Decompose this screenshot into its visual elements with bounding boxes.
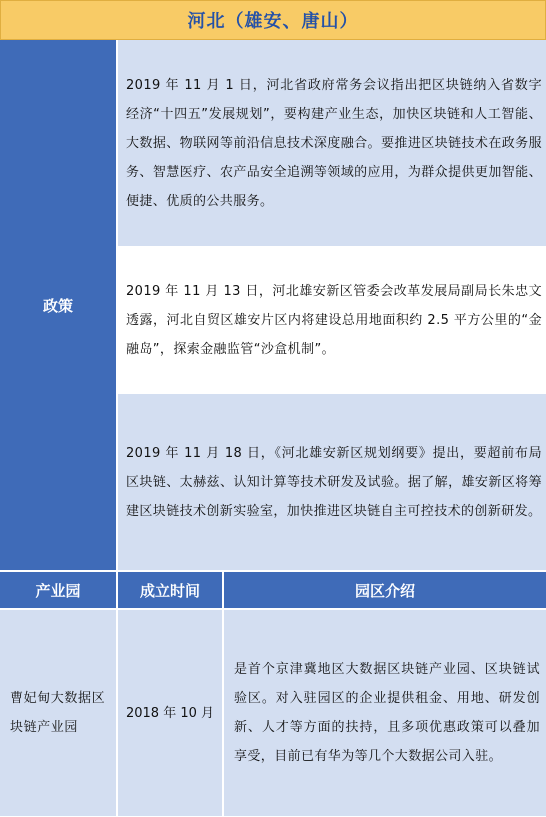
policy-item-text: 2019 年 11 月 1 日，河北省政府常务会议指出把区块链纳入省数字经济“十四五”发展规划”，要构建产业生态，加快区块链和人工智能、大数据、物联网等前沿信息技术深度融合。要推进区块链技术在政务服务、智慧医疗、农产品安全追溯等领域的应用，为群众提供更加智能、便捷、优质的公共服务。 bbox=[126, 77, 542, 209]
policy-item-text: 2019 年 11 月 18 日，《河北雄安新区规划纲要》提出，要超前布局区块链、太赫兹、认知计算等技术研发及试验。据了解，雄安新区将筹建区块链技术创新实验室，加快推进区块链自主可控技术的创新研发。 bbox=[126, 445, 542, 519]
header-established: 成立时间 bbox=[118, 572, 222, 608]
policy-item-2 bbox=[118, 248, 546, 392]
established-cell: 2018 年 10 月 bbox=[118, 610, 222, 816]
park-intro-cell: 是首个京津冀地区大数据区块链产业园、区块链试验区。对入驻园区的企业提供租金、用地、研发创新、人才等方面的扶持，且多项优惠政策可以叠加享受，目前已有华为等几个大数据公司入驻。 bbox=[224, 610, 546, 816]
header-park: 产业园 bbox=[0, 572, 116, 608]
table-title: 河北（雄安、唐山） bbox=[0, 0, 546, 40]
park-name-cell: 曹妃甸大数据区块链产业园 bbox=[0, 610, 116, 816]
policy-item-text: 2019 年 11 月 13 日，河北雄安新区管委会改革发展局副局长朱忠文透露，河北自贸区雄安片区内将建设总用地面积约 2.5 平方公里的“金融岛”，探索金融监管“沙盒机制”。 bbox=[126, 283, 542, 357]
header-intro: 园区介绍 bbox=[224, 572, 546, 608]
policy-label: 政策 bbox=[0, 40, 118, 570]
policy-item-3 bbox=[118, 394, 546, 570]
policy-item-1 bbox=[118, 40, 546, 246]
